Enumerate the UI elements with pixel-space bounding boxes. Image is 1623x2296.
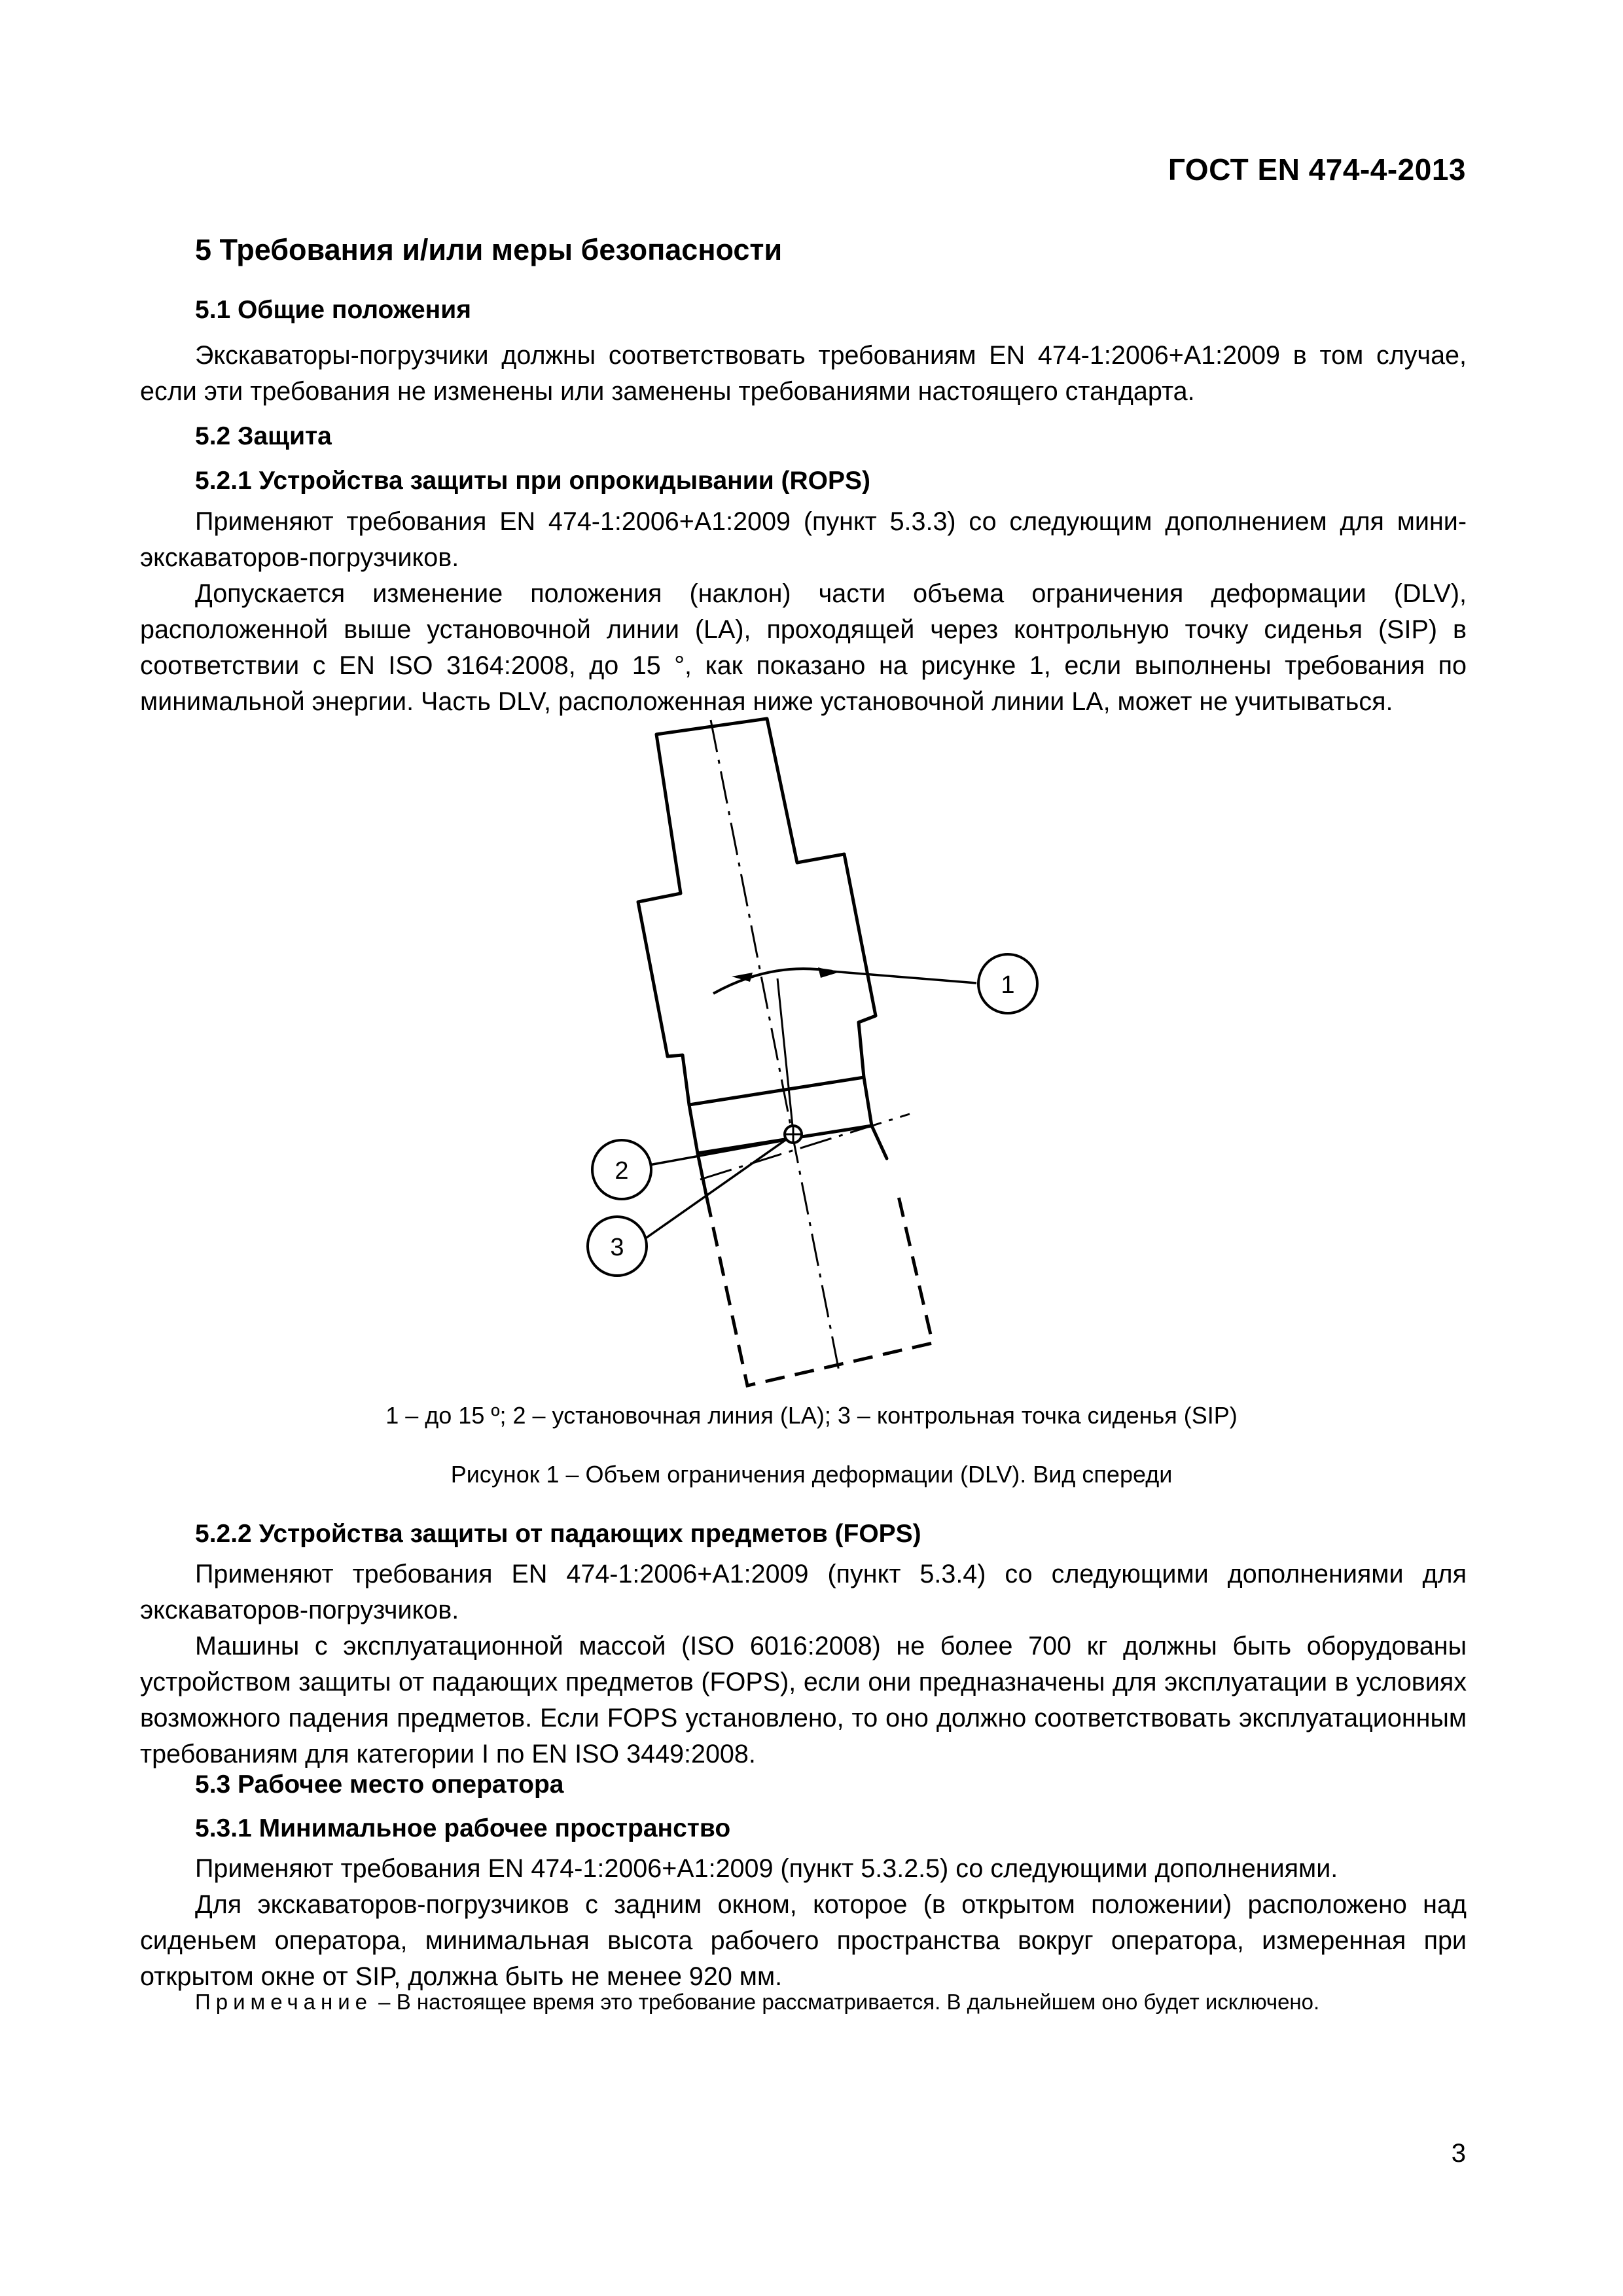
- section-5-2-1-title: 5.2.1 Устройства защиты при опрокидывании (ROPS): [195, 467, 871, 495]
- section-5-2-title: 5.2 Защита: [195, 422, 332, 450]
- note-label: Примечание: [195, 1990, 373, 2014]
- figure-1-legend: 1 – до 15 º; 2 – установочная линия (LA); 3 – контрольная точка сиденья (SIP): [385, 1402, 1238, 1429]
- section-5-2-1-paragraph-1: Применяют требования EN 474-1:2006+A1:2009 (пункт 5.3.3) со следующим дополнением для мини-экскаваторов-погрузчиков.: [140, 507, 1467, 572]
- section-5-2-2-paragraph-1: Применяют требования EN 474-1:2006+A1:2009 (пункт 5.3.4) со следующими дополнениями для экскаваторов-погрузчиков.: [140, 1560, 1467, 1624]
- callout-label-1: 1: [1001, 971, 1015, 999]
- section-5-2-1-paragraph-2: Допускается изменение положения (наклон) части объема ограничения деформации (DLV), расположенной выше установочной линии (LA), проходящей через контрольную точку сиденья (SIP) в соответствии с EN ISO 3164:2008, до 15 °, как показано на рисунке 1, если выполнены требования по минимальной энергии. Часть DLV, расположенная ниже установочной линии LA, может не учитываться.: [140, 579, 1467, 716]
- note-text: – В настоящее время это требование рассматривается. В дальнейшем оно будет исключено.: [372, 1990, 1320, 2014]
- section-5-1-paragraph: Экскаваторы-погрузчики должны соответствовать требованиям EN 474-1:2006+A1:2009 в том случае, если эти требования не изменены или заменены требованиями настоящего стандарта.: [140, 341, 1467, 406]
- callout-label-2: 2: [615, 1157, 629, 1185]
- dlv-right-side: [872, 1126, 887, 1158]
- section-5-3-1-title: 5.3.1 Минимальное рабочее пространство: [195, 1814, 731, 1842]
- vertical-reference-line: [777, 978, 793, 1132]
- document-code: ГОСТ EN 474-4-2013: [1168, 152, 1466, 187]
- leader-line-2: [649, 1140, 785, 1165]
- figure-1-caption: Рисунок 1 – Объем ограничения деформации (DLV). Вид спереди: [450, 1461, 1173, 1488]
- leader-line-3: [645, 1140, 785, 1239]
- section-5-3-title: 5.3 Рабочее место оператора: [195, 1770, 564, 1799]
- section-5-1-title: 5.1 Общие положения: [195, 296, 471, 324]
- angle-arc: [713, 969, 832, 994]
- note: [195, 1990, 1319, 2015]
- center-axis-line: [711, 720, 840, 1374]
- callout-label-3: 3: [610, 1234, 624, 1261]
- section-5-2-2-title: 5.2.2 Устройства защиты от падающих предметов (FOPS): [195, 1520, 921, 1548]
- page-number: 3: [1451, 2139, 1466, 2168]
- dlv-left-side: [698, 1153, 707, 1198]
- section-5-3-1-paragraph-2: Для экскаваторов-погрузчиков с задним окном, которое (в открытом положении) расположено над сиденьем оператора, минимальная высота рабочего пространства вокруг оператора, измеренная при открытом окне от SIP, должна быть не менее 920 мм.: [140, 1890, 1467, 1991]
- dlv-upper-outline: [638, 719, 876, 1105]
- dlv-lower-dashed-outline: [707, 1188, 933, 1386]
- leader-line-1: [831, 971, 976, 983]
- section-5-3-1-paragraph-1: Применяют требования EN 474-1:2006+A1:2009 (пункт 5.3.2.5) со следующими дополнениями.: [195, 1854, 1338, 1883]
- section-5-title: 5 Требования и/или меры безопасности: [195, 233, 783, 266]
- section-5-2-2-paragraph-2: Машины с эксплуатационной массой (ISO 6016:2008) не более 700 кг должны быть оборудованы устройством защиты от падающих предметов (FOPS), если они предназначены для эксплуатации в условиях возможного падения предметов. Если FOPS установлено, то оно должно соответствовать эксплуатационным требованиям для категории I по EN ISO 3449:2008.: [140, 1632, 1467, 1768]
